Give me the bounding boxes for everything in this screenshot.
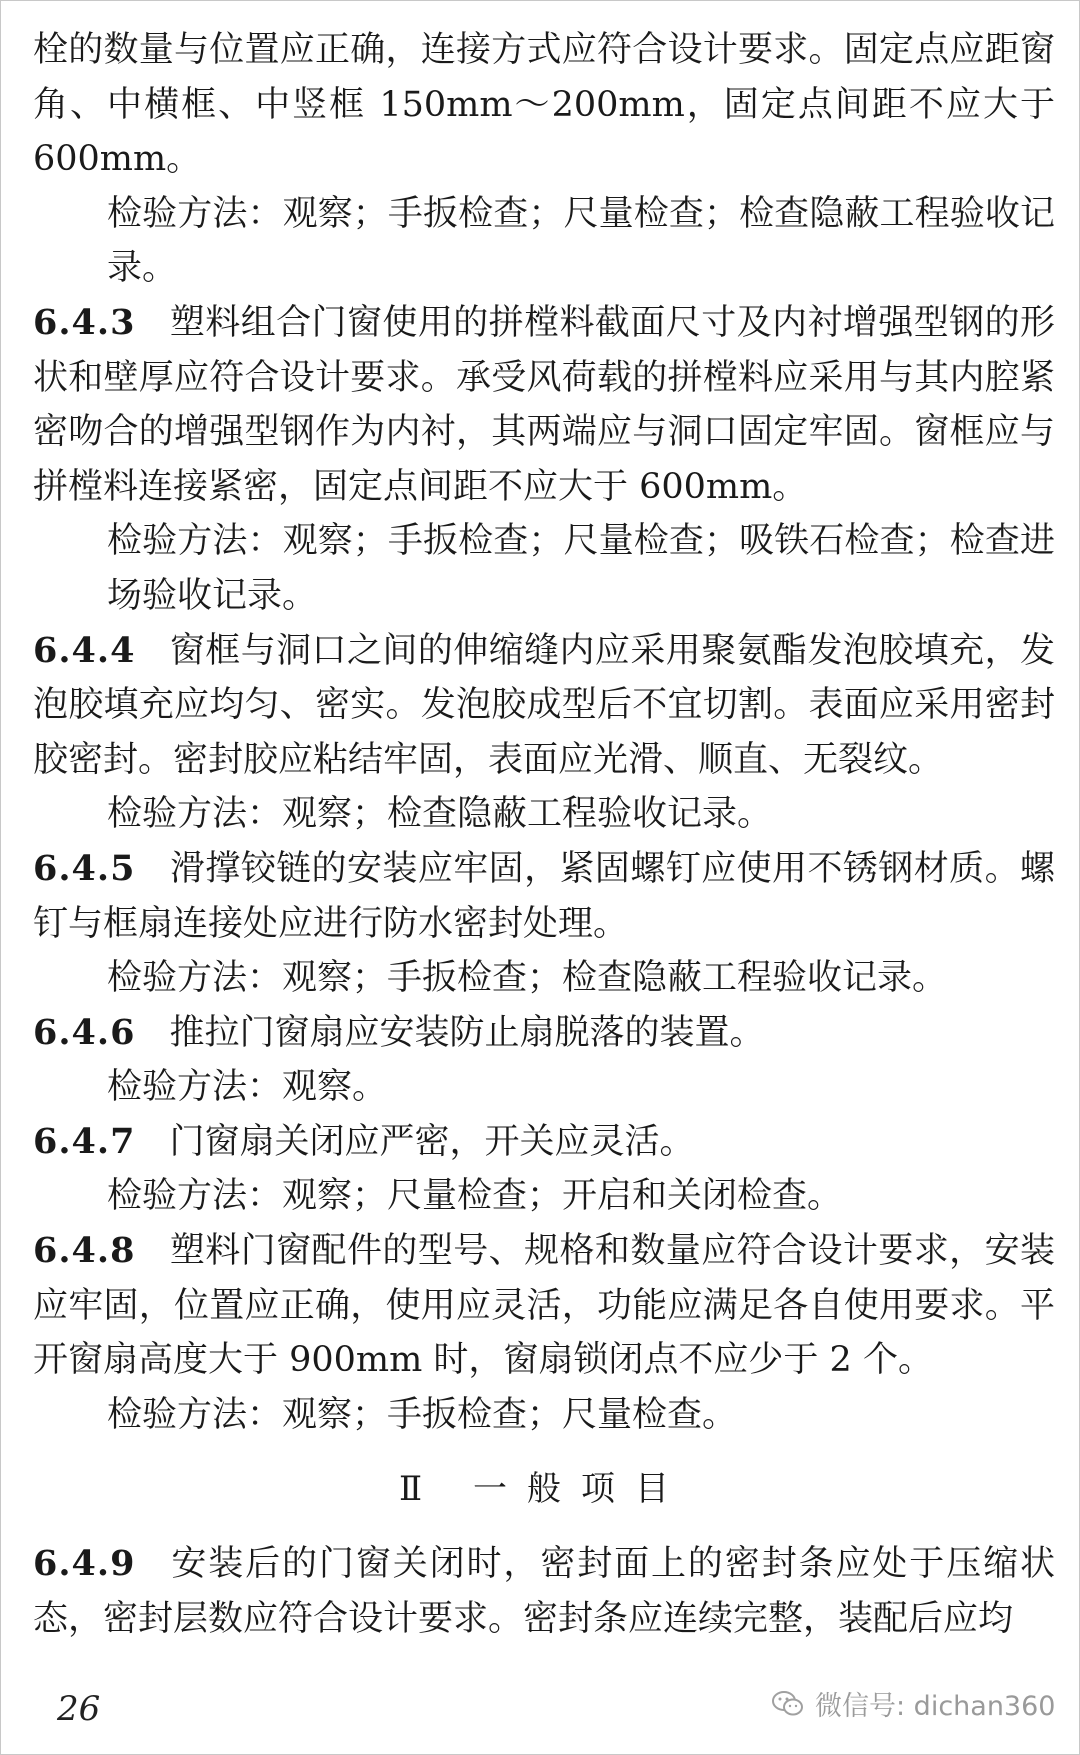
inspection-method: 检验方法：观察。 [107,1067,388,1108]
clause-number: 6.4.5 [33,847,136,889]
page-number: 26 [57,1689,101,1729]
clause-paragraph [33,842,1055,951]
clause-text: 滑撑铰链的安装应牢固，紧固螺钉应使用不锈钢材质。螺钉与框扇连接处应进行防水密封处理。 [33,848,1055,944]
clause-paragraph [33,1224,1055,1388]
clause-text: 塑料门窗配件的型号、规格和数量应符合设计要求，安装应牢固，位置应正确，使用应灵活，功能应满足各自使用要求。平开窗扇高度大于 900mm 时，窗扇锁闭点不应少于 2 个。 [33,1231,1055,1381]
inspection-method: 检验方法：观察；尺量检查；开启和关闭检查。 [107,1176,843,1217]
inspection-method: 检验方法：观察；手扳检查；尺量检查；检查隐蔽工程验收记录。 [107,193,1055,289]
clause-text: 门窗扇关闭应严密，开关应灵活。 [169,1121,695,1162]
inspection-method: 检验方法：观察；手扳检查；检查隐蔽工程验收记录。 [107,958,948,999]
clause-number: 6.4.3 [33,301,136,343]
continued-paragraph: 栓的数量与位置应正确，连接方式应符合设计要求。固定点应距窗角、中横框、中竖框 150mm～200mm，固定点间距不应大于 600mm。 [33,30,1055,180]
inspection-method: 检验方法：观察；手扳检查；尺量检查；吸铁石检查；检查进场验收记录。 [107,521,1055,616]
clause-number: 6.4.6 [33,1011,136,1053]
section-heading: Ⅱ 一般项目 [399,1469,689,1510]
clause-text: 推拉门窗扇应安装防止扇脱落的装置。 [169,1012,765,1053]
clause-text: 塑料组合门窗使用的拼樘料截面尺寸及内衬增强型钢的形状和壁厚应符合设计要求。承受风荷载的拼樘料应采用与其内腔紧密吻合的增强型钢作为内衬，其两端应与洞口固定牢固。窗框应与拼樘料连接紧密，固定点间距不应大于 600mm。 [33,302,1055,507]
clause-text: 窗框与洞口之间的伸缩缝内应采用聚氨酯发泡胶填充，发泡胶填充应均匀、密实。发泡胶成型后不宜切割。表面应采用密封胶密封。密封胶应粘结牢固，表面应光滑、顺直、无裂纹。 [33,630,1055,780]
clause-text: 安装后的门窗关闭时，密封面上的密封条应处于压缩状态，密封层数应符合设计要求。密封条应连续完整，装配后应均 [33,1544,1055,1639]
clause-number: 6.4.7 [33,1120,136,1162]
clause-number: 6.4.9 [33,1543,136,1585]
watermark-text: 微信号: dichan360 [815,1691,1056,1722]
clause-paragraph [33,1115,1055,1170]
clause-paragraph [33,1537,1055,1646]
inspection-method: 检验方法：观察；检查隐蔽工程验收记录。 [107,794,773,835]
clause-number: 6.4.8 [33,1230,136,1272]
wechat-watermark [771,1684,1055,1723]
clause-paragraph [33,1006,1055,1061]
clause-paragraph [33,296,1055,514]
inspection-method: 检验方法：观察；手扳检查；尺量检查。 [107,1394,738,1435]
clause-paragraph [33,624,1055,788]
wechat-icon [771,1690,805,1718]
clause-number: 6.4.4 [33,629,136,671]
document-body [33,23,1055,1646]
